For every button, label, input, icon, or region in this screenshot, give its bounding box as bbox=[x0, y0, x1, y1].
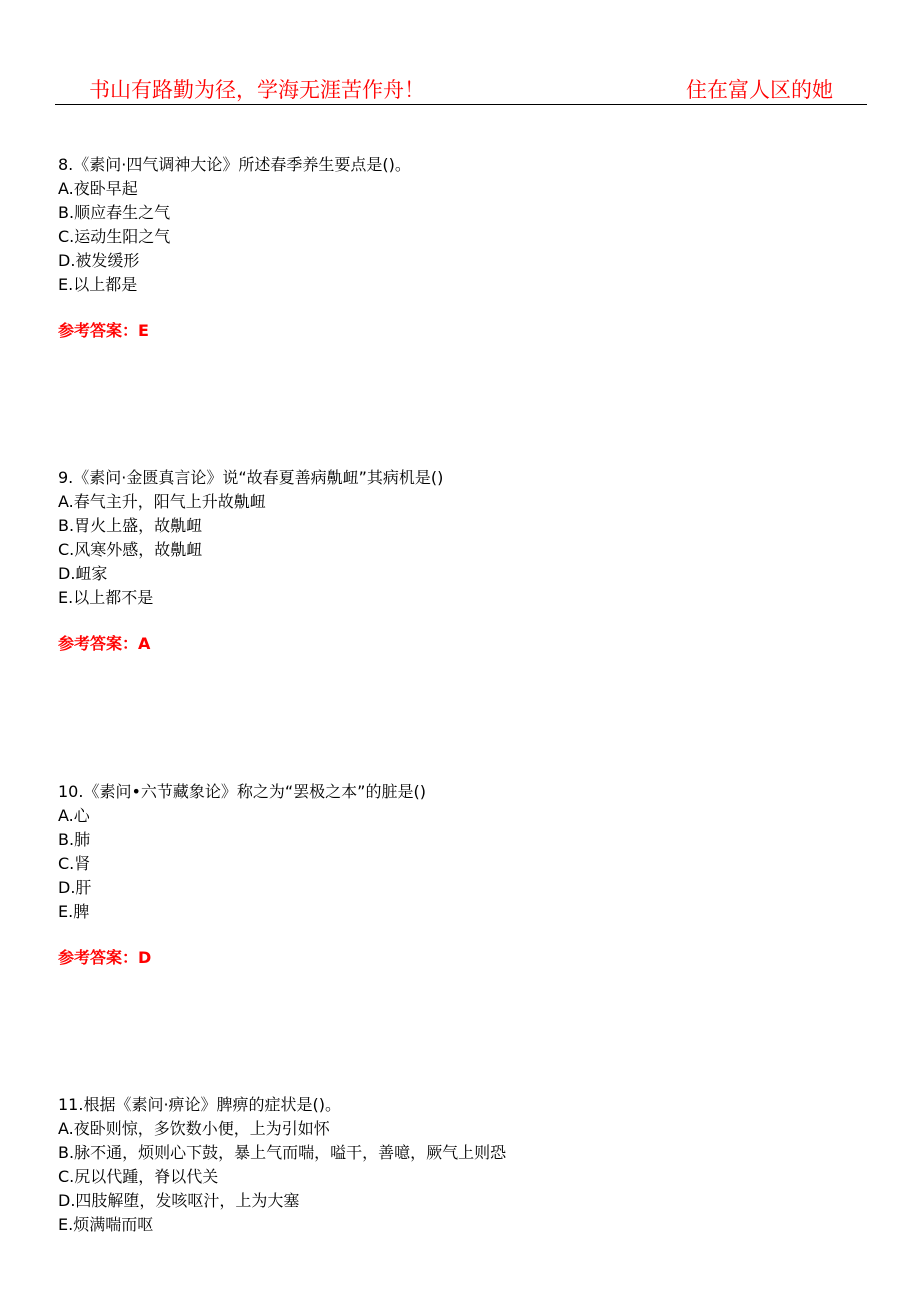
question-text: 8.《素问·四气调神大论》所述春季养生要点是()。 bbox=[58, 155, 411, 174]
question-8 bbox=[58, 153, 878, 343]
question-11 bbox=[58, 1093, 878, 1237]
option-list bbox=[58, 1117, 878, 1237]
option-a: A.心 bbox=[58, 806, 90, 825]
option-b: B.顺应春生之气 bbox=[58, 203, 171, 222]
option-c: C.风寒外感，故鼽衄 bbox=[58, 540, 203, 559]
option-list bbox=[58, 490, 878, 610]
page-header bbox=[55, 70, 867, 105]
option-d: D.被发缓形 bbox=[58, 251, 140, 270]
question-text: 10.《素问•六节藏象论》称之为“罢极之本”的脏是() bbox=[58, 782, 426, 801]
option-e: E.脾 bbox=[58, 902, 90, 921]
option-b: B.胃火上盛，故鼽衄 bbox=[58, 516, 203, 535]
option-b: B.脉不通，烦则心下鼓，暴上气而喘，嗌干，善噫，厥气上则恐 bbox=[58, 1143, 507, 1162]
option-d: D.衄家 bbox=[58, 564, 108, 583]
option-a: A.夜卧则惊，多饮数小便，上为引如怀 bbox=[58, 1119, 330, 1138]
question-9 bbox=[58, 466, 878, 656]
answer-line bbox=[58, 946, 878, 970]
answer-line bbox=[58, 319, 878, 343]
option-c: C.肾 bbox=[58, 854, 91, 873]
option-c: C.尻以代踵，脊以代关 bbox=[58, 1167, 219, 1186]
option-d: D.四肢解堕，发咳呕汁，上为大塞 bbox=[58, 1191, 300, 1210]
option-e: E.以上都是 bbox=[58, 275, 138, 294]
option-d: D.肝 bbox=[58, 878, 92, 897]
header-author: 住在富人区的她 bbox=[686, 78, 833, 102]
option-e: E.以上都不是 bbox=[58, 588, 154, 607]
answer-label: 参考答案： bbox=[58, 948, 139, 967]
answer-value: A bbox=[138, 634, 151, 653]
option-list bbox=[58, 804, 878, 924]
option-e: E.烦满喘而呕 bbox=[58, 1215, 154, 1234]
question-10 bbox=[58, 780, 878, 970]
answer-line bbox=[58, 632, 878, 656]
option-c: C.运动生阳之气 bbox=[58, 227, 171, 246]
answer-label: 参考答案： bbox=[58, 321, 139, 340]
option-list bbox=[58, 177, 878, 297]
question-text: 11.根据《素问·痹论》脾痹的症状是()。 bbox=[58, 1095, 342, 1114]
answer-label: 参考答案： bbox=[58, 634, 139, 653]
answer-value: E bbox=[138, 321, 149, 340]
option-b: B.肺 bbox=[58, 830, 91, 849]
option-a: A.夜卧早起 bbox=[58, 179, 138, 198]
answer-value: D bbox=[138, 948, 152, 967]
option-a: A.春气主升，阳气上升故鼽衄 bbox=[58, 492, 266, 511]
question-text: 9.《素问·金匮真言论》说“故春夏善病鼽衄”其病机是() bbox=[58, 468, 444, 487]
header-motto: 书山有路勤为径，学海无涯苦作舟！ bbox=[89, 78, 425, 102]
